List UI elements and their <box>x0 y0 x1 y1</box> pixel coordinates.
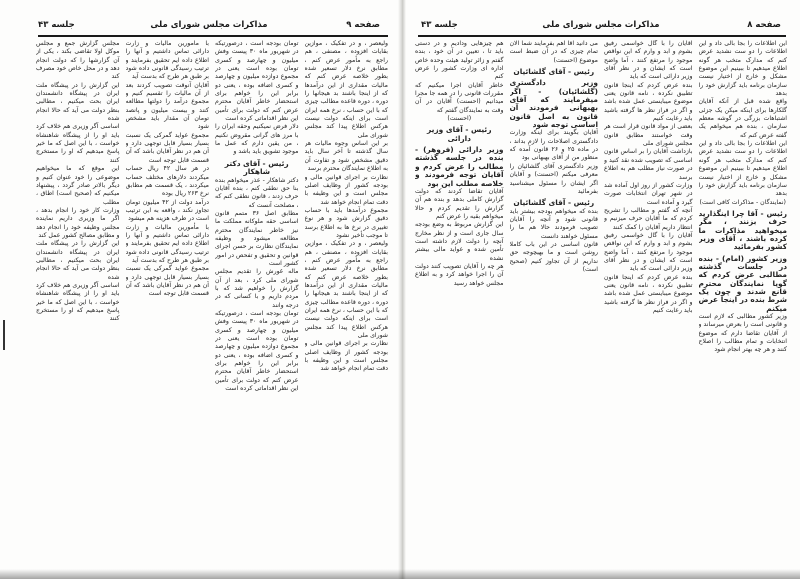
paragraph: نظارت بر اجرای قوانین مالی و بودجه کشور از وظایف اصلی مجلس است و این وظیفه با دقت تمام انجام خواهد شد <box>304 173 388 206</box>
paragraph: مجموع عواید گمرکی یک نسبت بسیار بسیار قابل توجهی دارد و آن هم در نظر آقایان باشد که آن قسمت قابل توجه است <box>125 131 209 164</box>
right-page-number: صفحه ۸ <box>747 20 781 30</box>
paragraph: بنده عرض کردم که اینجا قانون تطبیق نکرده ، نامه قانون یعنی موضوع میبایستی عمل شده باشد و اگر در فراز نظر ها گرفته باشید باید رعایت کنیم <box>604 81 693 123</box>
paragraph: با مأمورین مالیات و زارت دارائی تماس داشتیم و آنها را اطلاع داده ایم تحقیق بفرمایند و ترتیب رسیدگی قانونی داده شود بر طبق هر طرح که بدست آید <box>125 40 209 81</box>
text-column <box>305 40 389 561</box>
paragraph: هر چه را آقایان تصویب کنند دولت آن را اجرا خواهد کرد و به اطلاع مجلس خواهد رسید <box>415 262 504 287</box>
scan-bottom-shadow <box>0 569 800 579</box>
paragraph: این گزارش را در پیشگاه ملت ایران در پیشگاه دانشمندان ایران بحث میکنیم ، مطالبی بنظر دولت می آید که حالا انجام شده <box>36 81 120 123</box>
paragraph: وزارت کار خود را انجام بدهد ، اگر ما وزیری داریم نماینده مجلس وظیفه خود را انجام دهد و مطابق مصالح کشور عمل کند <box>36 206 120 239</box>
paragraph: بنده که میخواهم بودجه بیشتر باید قانونی شود و آنچه را آقایان تصویب فرمودند حالا هم ما را مسئول خواهند دانست <box>509 207 598 240</box>
paragraph: آنچه که گفتم و مطالب را تشریح کردم که ما آقایان حرف میزنیم و انتظار داریم آقایان را کمک کنند <box>604 206 693 231</box>
paragraph: ماله غورش را تقدیم مجلس شورای ملی کرد ، بعد از آن گزارش را خواهیم شد که با مردم داریم و با کسانی که در درجه وانند <box>215 268 299 309</box>
paragraph: مجموع عواید گمرکی یک نسبت بسیار بسیار قابل توجهی دارد و آن هم در نظر آقایان باشد که آن قسمت قابل توجه است <box>125 265 209 298</box>
paragraph: ولیعصر ، و در تفکیک ، موازین بقایات افزوده ، مصنفی ، هم راجع به مأمور عرض کنم ، مطابق نرخ دلار تسعیر شده بطور خلاصه عرض کنم که مالیات مقداری از این درآمدها که از اینجا باشند بد هیجانها را دوره ، دوره قاعده مطالب چیزی که با این حساب ، نرخ همه ایران است برای اینکه دولت نیست هرکس اطلاع پیدا کند مجلس شورای ملی <box>304 240 388 340</box>
paragraph: بر این اساس وجوه مالیات هر سال گذشته تا آخر سال باید دقیق مشخص شود و تفاوت آن به اطلاع نمایندگان محترم برسد <box>304 140 388 173</box>
text-column <box>510 40 599 561</box>
paragraph: این موقع که ما میخواهیم موضوعی را خود عنوان کنیم و دیگر بالاتر صادر گردد ، پیشنهاد میکنیم که (صحیح است) اطاق ، مطلب <box>36 165 120 206</box>
paragraph: آقایان بگویند برای اینکه وزارت دادگستری اصلاحات را لازم بداند ، در ماده ۲۵ و ۲۶ قانون آمده که منظور من از آقای بهبهانی بود <box>509 129 598 162</box>
left-page-title: مذاکرات مجلس شورای ملی <box>150 20 268 30</box>
paragraph: این اطلاعات را بجا بالی داد و این اطلاعات را دو ست نشدید عرض کنم که مدارک متخب هر گونه اطلاع میدهیم تا ببینیم این موضوع مشکل و خارج از اختیار نیست سازمان برنامه باید گزارش خود را بدهد <box>698 140 787 198</box>
paragraph: این اطلاعات را بجا بالی داد و این اطلاعات را دو ست نشدید عرض کنم که مدارک متخب هر گونه اطلاع میدهیم تا ببینیم این موضوع مشکل و خارج از اختیار نیست سازمان برنامه باید گزارش خود را بدهد <box>698 40 787 98</box>
paragraph: دکتر شاهکار - عذر میخواهم بنده بنا حق نطقی کنم ، بنده آقایان حرف زدند ، قانون نطقی کنم که ، مصلحت آنست که <box>215 176 299 209</box>
paragraph: مجلس گزارش جمع و مجلس موکل اولا تقاضی بکند ، یکی از آن گزارشها را که دولت انجام دهد و در محل خاص خود مصرف کند <box>36 40 120 81</box>
interjection: (نمایندگان - مذاکرات کافی است) <box>699 198 786 206</box>
text-column <box>36 40 120 561</box>
paragraph: آقایان تقاضا کردند که دولت گزارش کاملی بدهد و بنده هم آن گزارش را تقدیم کردم و حالا میخواهم بقیه را عرض کنم <box>415 187 504 220</box>
paragraph: تومان بودجه است ، درصورتیکه در شهریور ماه ۳۰ پیست وفش میلیون و چهارصد و کسری تومان بوده است یعنی در مجموع دوازده میلیون و چهارصد و کسری اضافه بوده ، یعنی دو برابر این را خواهم برای استحضار خاطر آقایان محترم عرض کنم که دولت برای تأمین این نظر اقداماتی کرده است <box>215 310 299 393</box>
speaker-paragraph: وزیر دارائی (فروهر) - بنده در جلسه گذشته مطالب را عرض کردم و آقایان توجه فرمودند و خلاصه مطلب این بود <box>415 145 504 188</box>
paragraph: این گزارش مربوط به وضع بودجه سال جاری است و از نظر مخارج آنچه را دولت لازم داشته است تأمین شده و عواید مالی بیشتر نشده <box>415 221 504 262</box>
paragraph: می دانید آقا اهم بفرمایند شما آلان تمام چیزی که در آن ضبط است موضوع (احسنت) <box>509 40 598 64</box>
paragraph: آقایان آنوقت تصویب کردند بعد از آن مالیات را تقسیم کنیم و مجموع درآمد را دولتها مطالعه کنند و بیست میلیون و پانصد تومان آن مقدار باید مشخص شود <box>125 81 209 131</box>
speaker-heading: رئیس - آقای گلشائیان <box>513 198 595 208</box>
paragraph: هم چیزهایی ودادیم و در دستی باید تا ، تعیین در آن خود ، بنده گفتم و زائر تولید هیئت وحده خاص اداره ای وزارت کشور را عرض کنم <box>415 40 504 81</box>
speaker-heading: رئیس - آقای وزیر دارائی <box>427 125 492 143</box>
right-page-header <box>421 20 781 34</box>
paragraph: وزیر دادگستری آقای گلشائیان را معرفی میکنم (احسنت) و آقایان اگر ایشان را مسئول میشناسید بفرمائید <box>509 162 598 195</box>
right-page-columns <box>415 40 787 561</box>
paragraph: این گزارش را در پیشگاه ملت ایران در پیشگاه دانشمندان ایران بحث میکنیم ، مطالبی بنظر دولت می آید که حالا انجام شده <box>36 240 120 281</box>
speaker-heading: رئیس - آقای دکتر شاهکار <box>224 158 289 177</box>
speaker-heading: رئیس - آقای گلشائیان <box>513 67 595 77</box>
left-page-number: صفحه ۹ <box>346 20 380 30</box>
paragraph: دلار فرض نمیکنیم وحقه ایران را با مرز های گرانی مقروض نکنیم ، من یقین دارم که عمل ما موجود تشویق باید باشد و <box>215 123 299 156</box>
paragraph: در هر سال ۴۲ ریال حساب میکردند دلارهای مختلف حساب میکردند ، یک قسمت هم مطابق نرخ ۲۶۳ ریال بوده <box>125 165 209 198</box>
text-column <box>415 40 504 561</box>
paragraph: آقایان را با گال خواسمی رفیق بشوم و ابد و وارم که این نواقص موجود را مرتفع کنند ، آما واضح است که ایشان و در نظر آقای وزیر دارائی است که باید <box>604 40 693 81</box>
text-column <box>126 40 210 561</box>
paragraph: خاطر آقایان اجرا میکنیم که مقررات قانونی را در همه جا مجرا میدانیم (احسنت) آقایان در آن وقت به نمایندگان گفتم که <box>415 81 504 114</box>
speaker-paragraph: رئیس - آقا چرا اینگذارید حرف بزنند ، مگر میخواهید مذاکرات ما کرده باشند ، آقای وزیر کشور بفرمائید <box>698 208 787 252</box>
paragraph: درآمد دولت از ۴۲ میلیون تومان تجاوز نکند ، واقعه به این ترتیب است در طرف هزینه هم میشود <box>125 198 209 223</box>
paragraph: واقع شده قبل از آنکه آقایان گلکارها برای اینکه میکن یک جزئی اشتباهات بزرگی در گوشه معظم سازمان ، بنده هم میخواهم یک گفته عرض کنم که <box>698 98 787 139</box>
paragraph: بعضی از مواد قانون قرار است هر وقت خواستند مطابق قانون مجلس شورای ملی <box>604 123 693 148</box>
paragraph: قانون اساسی در این باب کاملا روشن است و ما بهیچوجه حق نداریم از آن تجاوز کنیم (صحیح است) <box>509 240 598 273</box>
left-page-session: جلسه ۴۳ <box>38 20 75 30</box>
paragraph: با مأمورین مالیات و زارت دارائی تماس داشتیم و آنها را اطلاع داده ایم تحقیق بفرمایند و ترتیب رسیدگی قانونی داده شود بر طبق هر طرح که بدست آید <box>125 223 209 264</box>
speaker-paragraph: وزیر دادگستری (گلشائیان) - اگر میفرمایند که آقای بهبهانی فرمودند آن قانون به اصل قانون اساسی توجه شود <box>509 78 598 130</box>
paragraph: اساسی آگر وزیری هم خلاف کرد باید او را از پیشگاه شاهنشاه خواست ، با این اصل که ما خیر پاسخ میدهیم که او را مستخرج کنند <box>36 123 120 164</box>
paragraph: نظارت بر اجرای قوانین مالی و بودجه کشور از وظایف اصلی مجلس است و این وظیفه با دقت تمام انجام خواهد شد <box>304 340 388 373</box>
paragraph: ولیعصر ، و در تفکیک ، موازین بقایات افزوده ، مصنفی ، هم راجع به مأمور عرض کنم ، مطابق نرخ دلار تسعیر شده بطور خلاصه عرض کنم که مالیات مقداری از این درآمدها که از اینجا باشند بد هیجانها را دوره ، دوره قاعده مطالب چیزی که با این حساب ، نرخ همه ایران است برای اینکه دولت نیست هرکس اطلاع پیدا کند مجلس شورای ملی <box>304 40 388 139</box>
paragraph: وزارت کشور از روز اول آماده شد در شهر تهران انتخابات صورت گیرد و آماده است <box>604 181 693 206</box>
left-page-columns <box>36 40 388 561</box>
paragraph: تومان بودجه است ، درصورتیکه در شهریور ماه ۳۰ پیست وفش میلیون و چهارصد و کسری تومان بوده است یعنی در مجموع دوازده میلیون و چهارصد و کسری اضافه بوده ، یعنی دو برابر این را خواهم برای استحضار خاطر آقایان محترم عرض کنم که دولت برای تأمین این نظر اقداماتی کرده است <box>215 40 299 123</box>
header-rule <box>38 35 388 37</box>
paragraph: مجموع درآمدها باید با حساب دقیق گزارش شود و هر نوع تغییری در نرخ ها به اطلاع برسد تا موجب تأخیر نشود <box>304 206 388 239</box>
paragraph: بازداشت آقایان را بر اساس قانون اساسی که تصویب شده نقد کنید و در صورت نیاز مطلب هم به اطلاع برسد <box>604 148 693 181</box>
paragraph: آقایان را با گال خواسمی رفیق بشوم و ابد و وارم که این نواقص موجود را مرتفع کنند ، آما واضح است که ایشان و در نظر آقای وزیر دارائی است که باید <box>604 231 693 273</box>
right-page <box>403 0 800 579</box>
right-page-session: جلسه ۴۳ <box>421 20 458 30</box>
text-column <box>215 40 299 561</box>
interjection: (احسنت) <box>447 115 472 123</box>
scan-edge-mark <box>3 320 5 350</box>
left-page-header <box>38 20 380 34</box>
right-page-title: مذاکرات مجلس شورای ملی <box>542 20 660 30</box>
text-column <box>699 40 788 561</box>
speaker-paragraph: وزیر کشور (امام) - بنده در جلسات گذشته مطالبی عرض کردم که گویا نمایندگان محترم قانع شدند و چون یک شرط بنده در اینجا عرض میکنم <box>698 253 787 313</box>
paragraph: اساسی آگر وزیری هم خلاف کرد باید او را از پیشگاه شاهنشاه خواست ، با این اصل که ما خیر پاسخ میدهیم که او را مستخرج کنند <box>36 281 120 323</box>
paragraph: بنده عرض کردم که اینجا قانون تطبیق نکرده ، نامه قانون یعنی موضوع میبایستی عمل شده باشد و اگر در فراز نظر ها گرفته باشید باید رعایت کنیم <box>604 273 693 314</box>
text-column <box>604 40 693 561</box>
paragraph: مطابق اصل ۳۶ متمم قانون اساسی حقه ملوکانه مملکت ما نیز خاطر نمایندگان محترم مطالعه میشود و وظیفه نمایندگان نظارت بر حسن اجرای قوانین و تحقیق و تفحص در امور کشور است <box>215 209 299 267</box>
header-rule <box>418 35 786 37</box>
paragraph: وزیر کشور مطالبی که لازم است و قانونی است را بعرض میرساند و از آقایان تقاضا دارم که موضوع انتخابات و تمام مطالب را اصلاح کنند و هر چه بهتر انجام شود <box>698 313 787 354</box>
